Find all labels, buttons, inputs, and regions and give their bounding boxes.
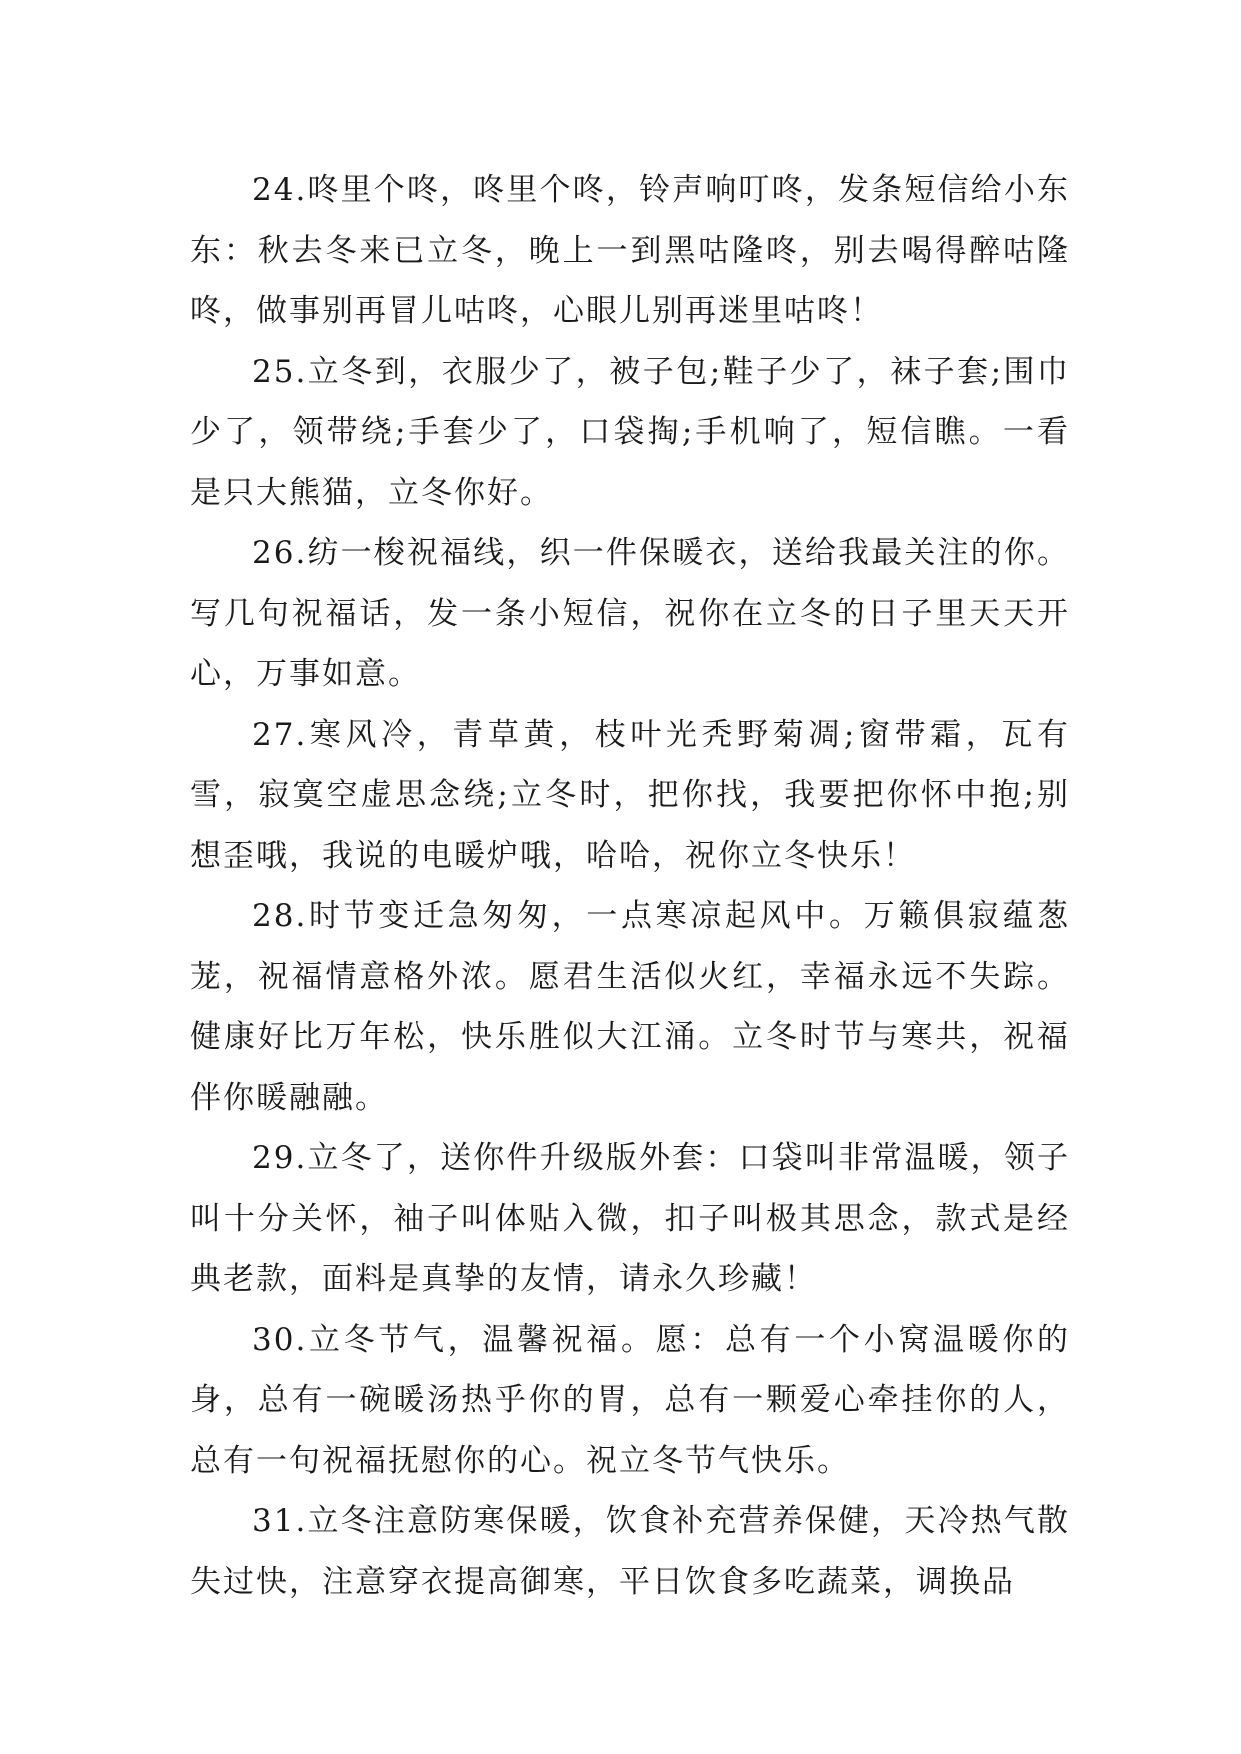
paragraph-26: 26.纺一梭祝福线，织一件保暖衣，送给我最关注的你。写几句祝福话，发一条小短信，祝你在立冬的日子里天天开心，万事如意。 — [190, 535, 1070, 692]
paragraph-30: 30.立冬节气，温馨祝福。愿：总有一个小窝温暖你的身，总有一碗暖汤热乎你的胃，总有一颗爱心牵挂你的人，总有一句祝福抚慰你的心。祝立冬节气快乐。 — [190, 1321, 1070, 1479]
paragraph-24: 24.咚里个咚，咚里个咚，铃声响叮咚，发条短信给小东东：秋去冬来已立冬，晚上一到黑咕隆咚，别去喝得醉咕隆咚，做事别再冒儿咕咚，心眼儿别再迷里咕咚！ — [190, 172, 1070, 329]
paragraph-25: 25.立冬到，衣服少了，被子包;鞋子少了，袜子套;围巾少了，领带绕;手套少了，口袋掏;手机响了，短信瞧。一看是只大熊猫，立冬你好。 — [190, 353, 1070, 511]
paragraph-29: 29.立冬了，送你件升级版外套：口袋叫非常温暖，领子叫十分关怀，袖子叫体贴入微，扣子叫极其思念，款式是经典老款，面料是真挚的友情，请永久珍藏！ — [190, 1140, 1070, 1297]
paragraph-27: 27.寒风冷，青草黄，枝叶光秃野菊凋;窗带霜，瓦有雪，寂寞空虚思念绕;立冬时，把你找，我要把你怀中抱;别想歪哦，我说的电暖炉哦，哈哈，祝你立冬快乐！ — [190, 716, 1070, 874]
document-body — [190, 160, 1070, 1612]
paragraph-31: 31.立冬注意防寒保暖，饮食补充营养保健，天冷热气散失过快，注意穿衣提高御寒，平日饮食多吃蔬菜，调换品 — [190, 1503, 1070, 1600]
paragraph-28: 28.时节变迁急匆匆，一点寒凉起风中。万籁俱寂蕴葱茏，祝福情意格外浓。愿君生活似火红，幸福永远不失踪。健康好比万年松，快乐胜似大江涌。立冬时节与寒共，祝福伴你暖融融。 — [190, 898, 1070, 1116]
